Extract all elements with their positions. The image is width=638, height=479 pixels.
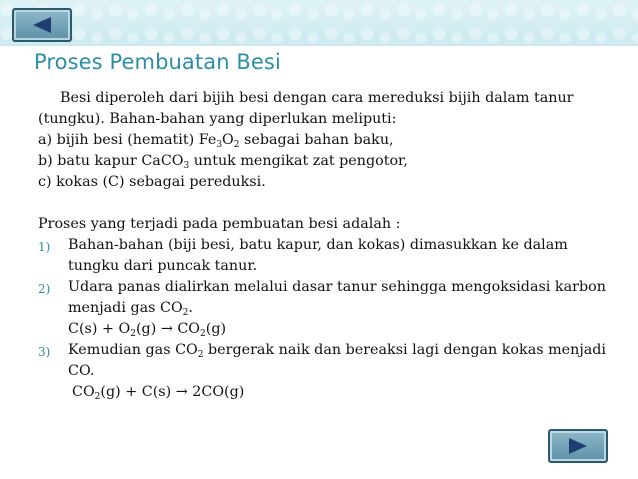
list-item (38, 277, 618, 340)
equation (68, 319, 618, 340)
subscript: 3 (216, 140, 223, 150)
equation-part: CO (72, 384, 95, 400)
step-text-part: . (188, 300, 193, 316)
spacer (38, 193, 618, 214)
subscript: 2 (130, 329, 136, 339)
material-b (38, 151, 618, 172)
intro-paragraph: Besi diperoleh dari bijih besi dengan cara mereduksi bijih dalam tanur (tungku). Bahan-bahan yang diperlukan meliputi: (38, 90, 574, 127)
step-text-part: Kemudian gas CO (68, 342, 198, 358)
next-slide-button[interactable] (548, 429, 608, 463)
list-item (38, 235, 618, 277)
step-text-part: Udara panas dialirkan melalui dasar tanur sehingga mengoksidasi karbon menjadi gas CO (68, 279, 606, 316)
triangle-left-icon (29, 15, 55, 35)
material-b-text: untuk mengikat zat pengotor, (189, 153, 408, 169)
step-text (68, 342, 606, 379)
material-b-text: b) batu kapur CaCO (38, 153, 184, 169)
subscript: 2 (233, 140, 240, 150)
material-a-text: a) bijih besi (hematit) Fe (38, 132, 217, 148)
step-number: 3) (38, 345, 51, 359)
process-heading: Proses yang terjadi pada pembuatan besi adalah : (38, 216, 401, 232)
slide-content (38, 88, 618, 403)
material-a-text: sebagai bahan baku, (239, 132, 394, 148)
material-a (38, 130, 618, 151)
subscript: 2 (200, 329, 206, 339)
step-text-part: bergerak naik dan bereaksi lagi dengan kokas menjadi CO. (68, 342, 607, 379)
slide-title: Proses Pembuatan Besi (34, 50, 281, 74)
step-text (68, 279, 606, 316)
list-item (38, 340, 618, 382)
process-steps (38, 235, 618, 382)
equation-part: (g) (205, 321, 227, 337)
step-number: 2) (38, 282, 51, 296)
triangle-right-icon (565, 436, 591, 456)
subscript: 3 (183, 161, 190, 171)
step-number: 1) (38, 240, 51, 254)
equation-part: (g) → CO (135, 321, 201, 337)
subscript: 2 (182, 308, 189, 318)
material-c: c) kokas (C) sebagai pereduksi. (38, 174, 266, 190)
equation-part: C(s) + O (68, 321, 131, 337)
equation-part: (g) + C(s) → 2CO(g) (100, 384, 245, 400)
step-text: Bahan-bahan (biji besi, batu kapur, dan kokas) dimasukkan ke dalam tungku dari puncak tanur. (68, 237, 568, 274)
equation (38, 382, 618, 403)
header-band (0, 0, 638, 46)
subscript: 2 (197, 350, 204, 360)
material-a-text: O (222, 132, 234, 148)
previous-slide-button[interactable] (12, 8, 72, 42)
subscript: 2 (94, 392, 101, 402)
header-pattern (0, 0, 638, 46)
